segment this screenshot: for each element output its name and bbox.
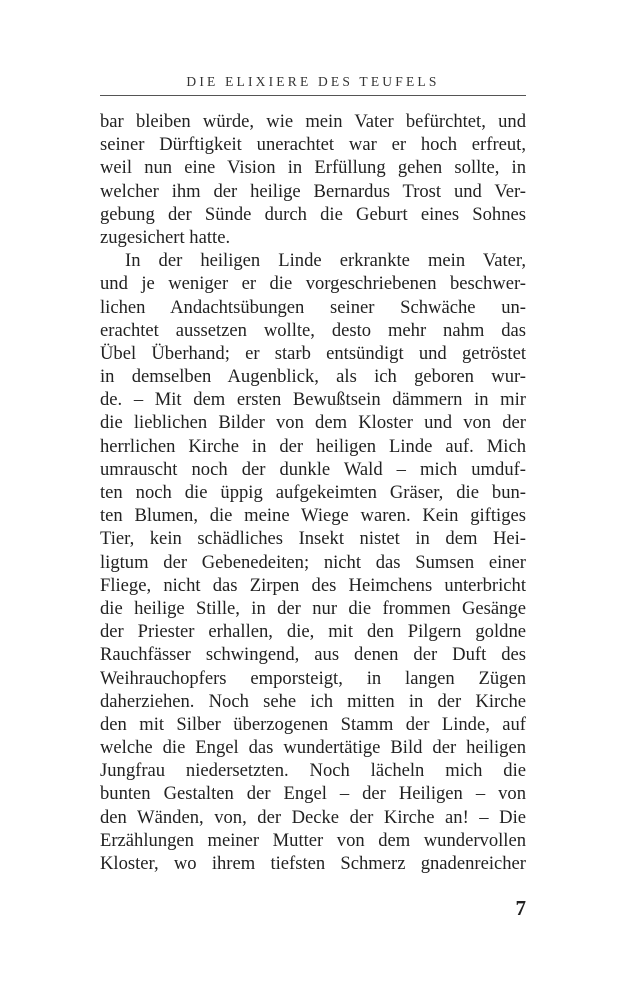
text-line: ligtum der Gebenedeiten; nicht das Sumsen einer (100, 551, 526, 573)
text-line: erachtet aussetzen wollte, desto mehr nahm das (100, 319, 526, 341)
text-line: in demselben Augenblick, als ich geboren wur- (100, 366, 526, 388)
page-number: 7 (515, 896, 526, 920)
text-line: bunten Gestalten der Engel – der Heiligen – von (100, 783, 526, 805)
text-line: In der heiligen Linde erkrankte mein Vater, (125, 250, 526, 272)
text-line: zugesichert hatte. (100, 226, 231, 248)
text-line: und je weniger er die vorgeschriebenen beschwer- (100, 273, 526, 295)
text-line: Rauchfässer schwingend, aus denen der Duft des (100, 644, 526, 666)
text-line: Fliege, nicht das Zirpen des Heimchens unterbricht (100, 574, 526, 596)
text-line: Übel Überhand; er starb entsündigt und getröstet (100, 342, 526, 364)
text-line: den mit Silber überzogenen Stamm der Linde, auf (100, 713, 526, 735)
text-line: umrauscht noch der dunkle Wald – mich umduf- (100, 458, 526, 480)
text-line: welche die Engel das wundertätige Bild der heiligen (100, 737, 526, 759)
text-line: Jungfrau niedersetzten. Noch lächeln mich die (100, 760, 526, 782)
text-line: daherziehen. Noch sehe ich mitten in der Kirche (100, 690, 526, 712)
text-line: Tier, kein schädliches Insekt nistet in dem Hei- (100, 528, 526, 550)
running-header: DIE ELIXIERE DES TEUFELS (186, 74, 440, 89)
text-line: die heilige Stille, in der nur die frommen Gesänge (100, 597, 526, 619)
text-line: die lieblichen Bilder von dem Kloster und von der (100, 412, 526, 434)
text-line: seiner Dürftigkeit unerachtet war er hoch erfreut, (100, 134, 526, 156)
text-line: herrlichen Kirche in der heiligen Linde auf. Mich (100, 435, 526, 457)
text-line: Kloster, wo ihrem tiefsten Schmerz gnadenreicher (100, 853, 526, 874)
text-line: welcher ihm der heilige Bernardus Trost und Ver- (100, 180, 526, 202)
text-line: ten Blumen, die meine Wiege waren. Kein giftiges (100, 505, 526, 527)
text-line: bar bleiben würde, wie mein Vater befürchtet, und (100, 111, 526, 132)
text-line: lichen Andachtsübungen seiner Schwäche un- (100, 296, 526, 318)
text-line: den Wänden, von, der Decke der Kirche an! – Die (100, 806, 526, 828)
text-line: Weihrauchopfers emporsteigt, in langen Zügen (100, 667, 526, 689)
text-line: Erzählungen meiner Mutter von dem wundervollen (100, 829, 526, 851)
text-line: der Priester erhallen, die, mit den Pilgern goldne (100, 621, 526, 643)
text-line: weil nun eine Vision in Erfüllung gehen sollte, in (100, 157, 526, 179)
text-line: ten noch die üppig aufgekeimten Gräser, die bun- (100, 482, 526, 503)
header-rule (100, 95, 526, 96)
text-line: gebung der Sünde durch die Geburt eines Sohnes (100, 203, 526, 225)
text-line: de. – Mit dem ersten Bewußtsein dämmern in mir (100, 389, 526, 411)
body-text (100, 110, 526, 875)
